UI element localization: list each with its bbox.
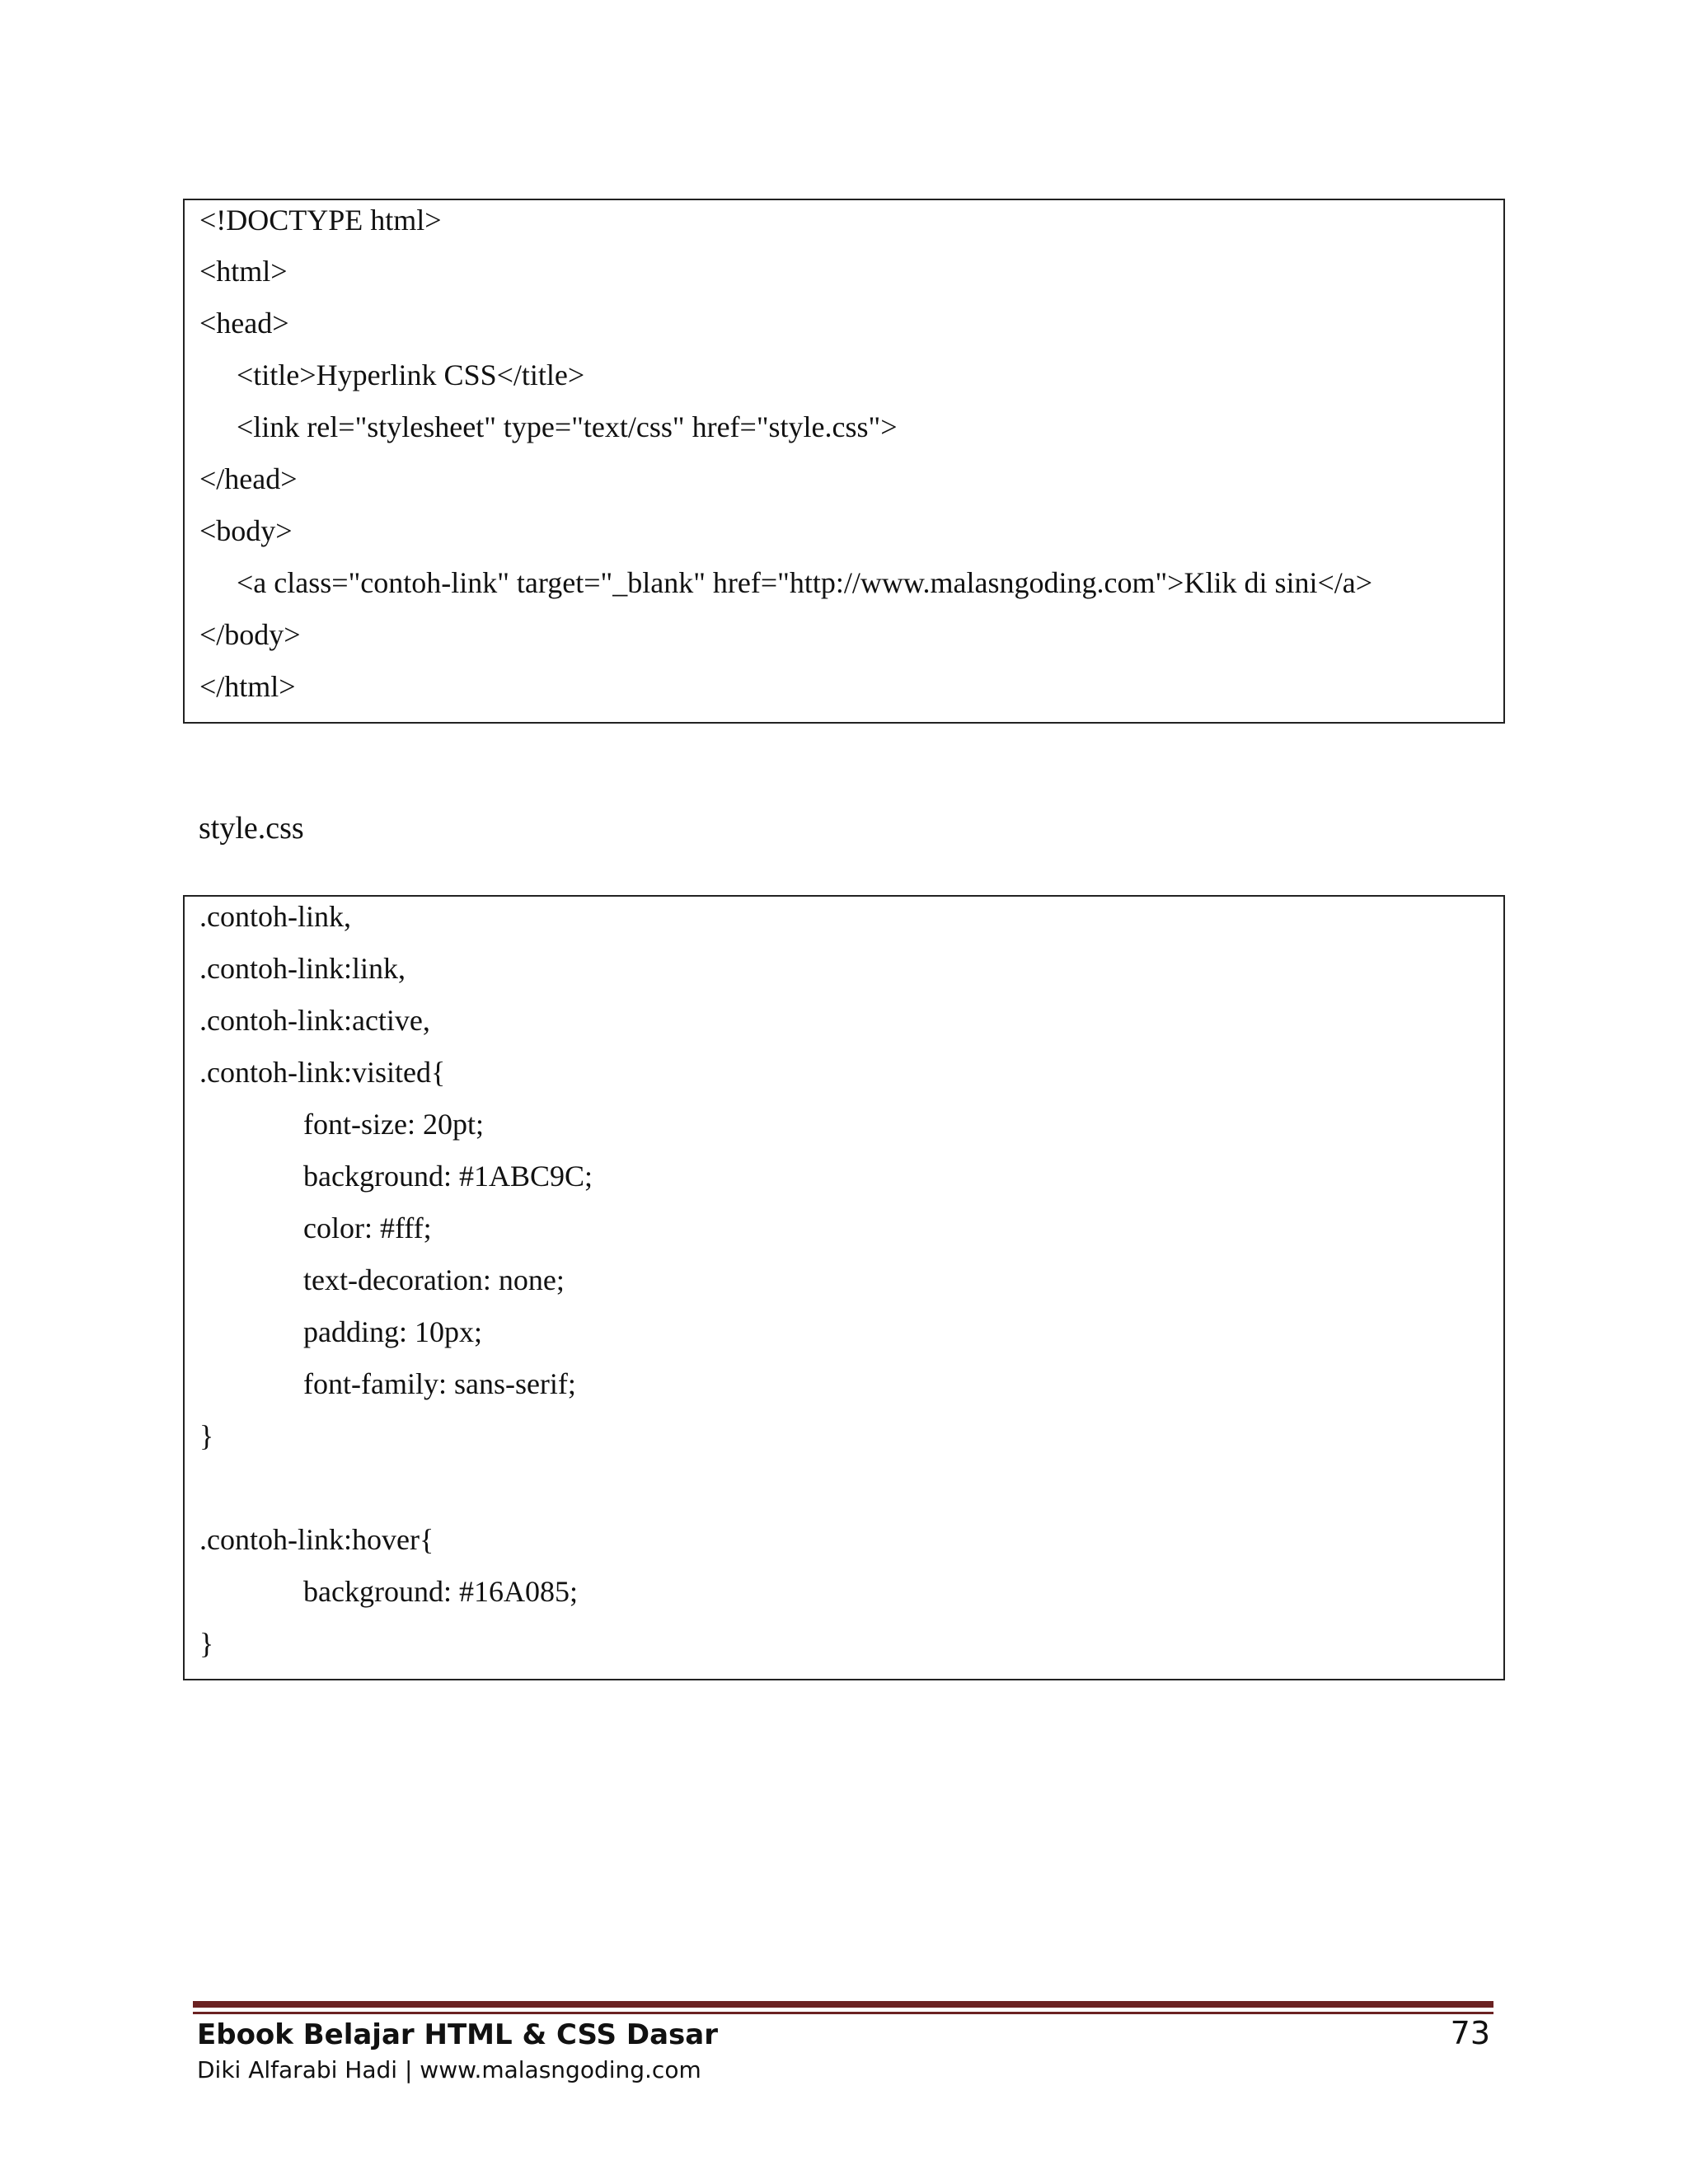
code-line: <html> [199, 255, 288, 288]
css-filename-label: style.css [199, 811, 304, 846]
code-line: .contoh-link:visited{ [199, 1056, 446, 1089]
css-code-box [183, 895, 1505, 1680]
code-line: padding: 10px; [199, 1315, 482, 1348]
code-line: font-family: sans-serif; [199, 1367, 576, 1400]
code-line: <body> [199, 514, 293, 547]
code-line: </head> [199, 462, 298, 495]
code-line: } [199, 1419, 214, 1452]
code-line: .contoh-link:active, [199, 1004, 430, 1037]
code-line: </body> [199, 618, 301, 651]
code-line: <!DOCTYPE html> [199, 204, 442, 237]
code-line: <link rel="stylesheet" type="text/css" href="style.css"> [199, 410, 898, 443]
code-line: .contoh-link, [199, 900, 351, 933]
footer-rule-thin [193, 2012, 1493, 2014]
footer-subtitle: Diki Alfarabi Hadi | www.malasngoding.com [197, 2056, 701, 2083]
code-line: } [199, 1627, 214, 1660]
html-code-box [183, 199, 1505, 724]
code-line: background: #1ABC9C; [199, 1160, 593, 1193]
code-line: .contoh-link:hover{ [199, 1523, 434, 1556]
code-line: font-size: 20pt; [199, 1108, 484, 1141]
code-line: <a class="contoh-link" target="_blank" href="http://www.malasngoding.com">Klik di sini</a> [199, 566, 1373, 599]
footer-rule-thick [193, 2001, 1493, 2008]
code-line: text-decoration: none; [199, 1263, 565, 1296]
page-number: 73 [1450, 2015, 1490, 2051]
code-line: </html> [199, 670, 296, 703]
code-line: <title>Hyperlink CSS</title> [199, 359, 585, 391]
code-line: .contoh-link:link, [199, 952, 406, 985]
footer-title: Ebook Belajar HTML & CSS Dasar [197, 2018, 718, 2051]
code-line: background: #16A085; [199, 1575, 578, 1608]
code-line: color: #fff; [199, 1212, 432, 1244]
code-line: <head> [199, 307, 289, 340]
